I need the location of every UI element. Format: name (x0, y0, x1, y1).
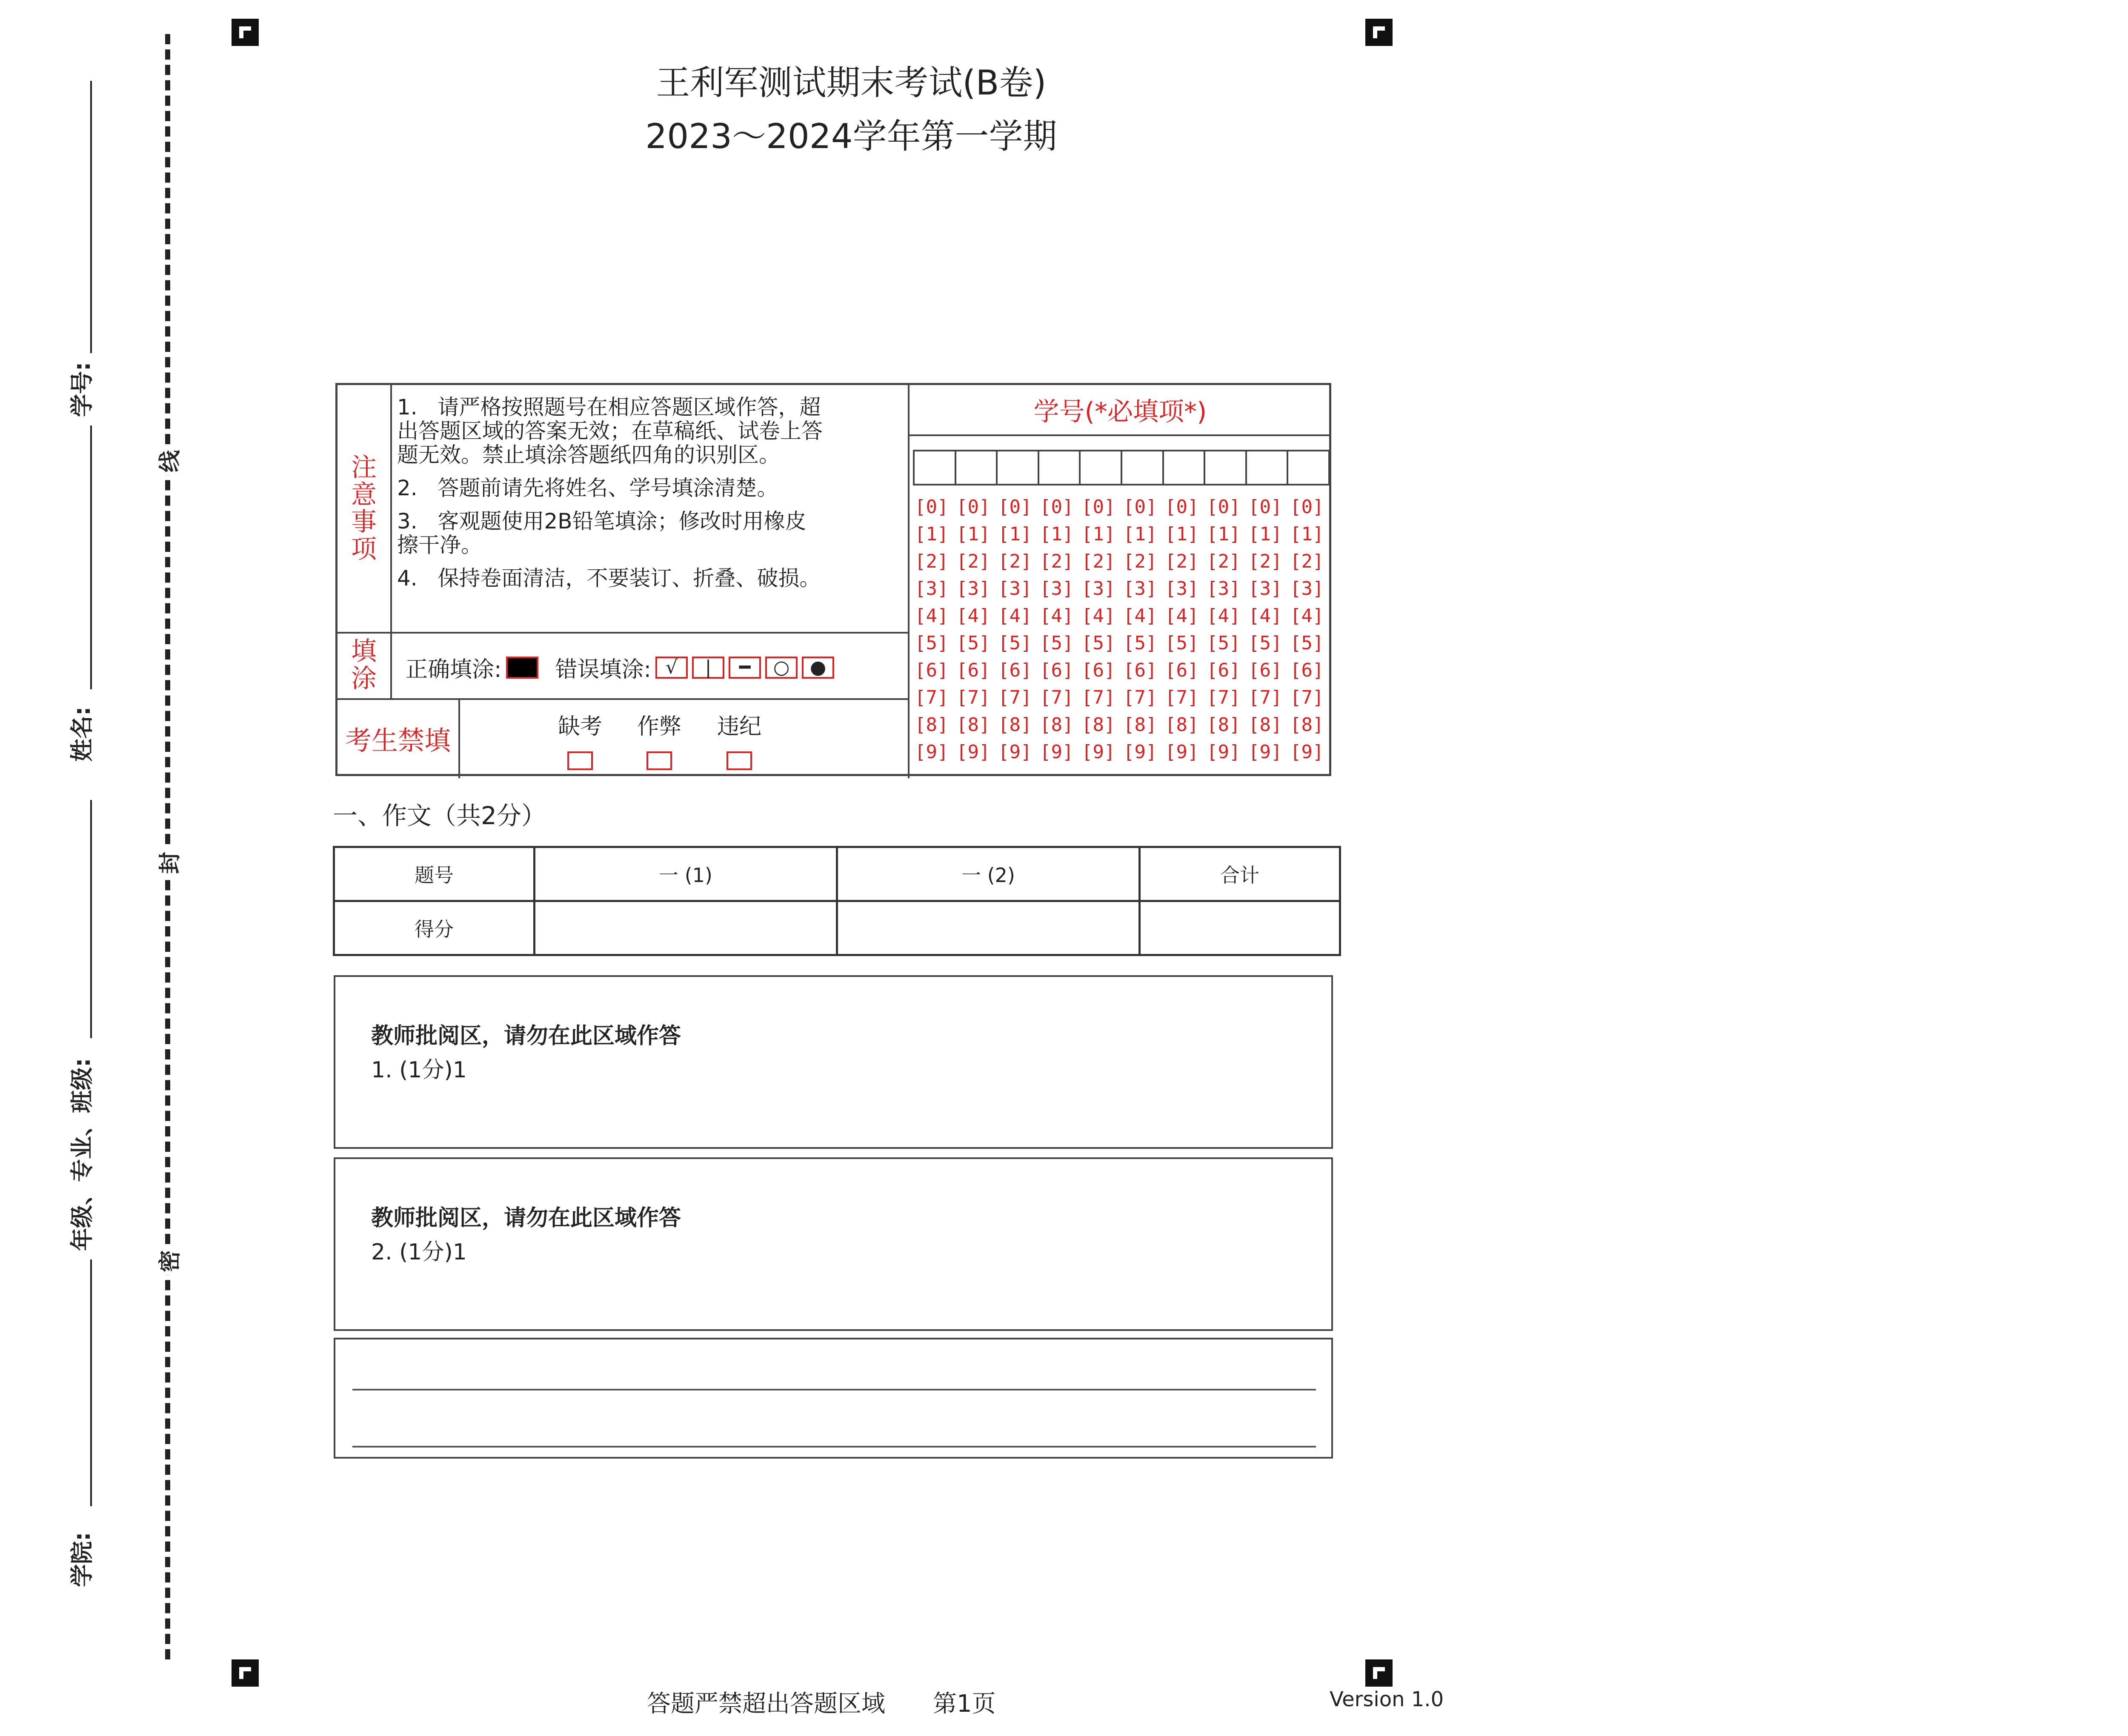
name-field-line[interactable] (90, 425, 92, 689)
student-id-digit-cell[interactable] (1287, 450, 1330, 485)
student-id-bubble[interactable]: [4] (1165, 605, 1199, 627)
student-id-bubble[interactable]: [1] (1207, 523, 1241, 545)
notice-heading-char: 意 (351, 480, 377, 510)
student-id-bubble[interactable]: [4] (1123, 605, 1157, 627)
student-id-bubble[interactable]: [2] (1248, 550, 1282, 572)
fill-guide-body (406, 651, 834, 683)
student-id-bubble[interactable]: [8] (1081, 714, 1115, 736)
student-id-bubble[interactable]: [0] (998, 496, 1032, 518)
score-table-header: 一 (2) (837, 847, 1140, 901)
student-id-bubble[interactable]: [2] (1081, 550, 1115, 572)
wrong-fill-circle-sample: ○ (765, 657, 798, 679)
score-table-row (334, 901, 1340, 955)
student-id-bubble[interactable]: [0] (1040, 496, 1074, 518)
student-id-bubble[interactable]: [4] (1081, 605, 1115, 627)
marking-box-heading: 教师批阅区，请勿在此区域作答 (371, 1023, 681, 1049)
student-id-bubble[interactable]: [1] (998, 523, 1032, 545)
score-cell[interactable] (837, 901, 1140, 955)
notice-item: 2. 答题前请先将姓名、学号填涂清楚。 (397, 476, 778, 500)
student-id-bubble[interactable]: [6] (1081, 659, 1115, 681)
student-id-bubble[interactable]: [7] (1081, 686, 1115, 708)
marking-box-1[interactable] (334, 975, 1333, 1149)
name-field-label: 姓名: (69, 706, 95, 762)
college-field-line[interactable] (90, 1259, 92, 1506)
divider (908, 385, 910, 778)
student-id-bubble[interactable]: [5] (1290, 632, 1324, 654)
student-id-bubble[interactable]: [7] (1248, 686, 1282, 708)
student-id-bubble[interactable]: [3] (1040, 577, 1074, 600)
bubble-row (915, 548, 1332, 575)
student-id-bubble[interactable]: [6] (1248, 659, 1282, 681)
student-id-bubble[interactable]: [7] (1165, 686, 1199, 708)
seal-char-xian: 线 (154, 448, 181, 475)
student-id-bubble[interactable]: [7] (1123, 686, 1157, 708)
exam-title: 王利军测试期末考试(B卷) (656, 63, 1047, 103)
banned-option-checkbox[interactable] (646, 751, 672, 770)
wrong-fill-check-sample: √ (655, 657, 688, 679)
score-table-header: 合计 (1140, 847, 1340, 901)
student-id-bubble[interactable]: [1] (1290, 523, 1324, 545)
student-id-bubble[interactable]: [3] (998, 577, 1032, 600)
notice-heading (338, 385, 392, 632)
student-id-bubble[interactable]: [1] (1165, 523, 1199, 545)
student-id-bubble[interactable]: [1] (1081, 523, 1115, 545)
seal-char-feng: 封 (154, 849, 181, 877)
student-id-bubble[interactable]: [3] (1123, 577, 1157, 600)
student-id-field-line[interactable] (90, 81, 92, 353)
score-table-header-row (334, 847, 1340, 901)
student-id-bubble[interactable]: [4] (956, 605, 990, 627)
student-id-bubble[interactable]: [0] (915, 496, 949, 518)
divider (338, 632, 908, 634)
student-id-bubble[interactable]: [8] (998, 714, 1032, 736)
fill-heading-char: 填 (351, 637, 377, 666)
student-id-bubble[interactable]: [3] (1290, 577, 1324, 600)
student-id-bubble[interactable]: [2] (998, 550, 1032, 572)
student-id-bubble[interactable]: [6] (1165, 659, 1199, 681)
student-id-bubble[interactable]: [5] (1165, 632, 1199, 654)
footer-page-number: 第1页 (933, 1690, 996, 1718)
student-id-digit-cell[interactable] (1079, 450, 1122, 485)
student-id-bubble[interactable]: [1] (1040, 523, 1074, 545)
student-id-bubble[interactable]: [4] (915, 605, 949, 627)
seal-char-mi: 密 (154, 1248, 181, 1275)
student-id-bubble[interactable]: [1] (915, 523, 949, 545)
wrong-fill-bar-sample: | (692, 657, 724, 679)
marking-box-question: 2. (1分)1 (371, 1239, 467, 1265)
bubble-row (915, 520, 1332, 548)
student-id-bubble[interactable]: [9] (1207, 741, 1241, 763)
student-id-bubble[interactable]: [8] (915, 714, 949, 736)
student-id-bubble[interactable]: [1] (956, 523, 990, 545)
banned-option-cheating[interactable] (634, 708, 685, 770)
student-id-bubble[interactable]: [6] (956, 659, 990, 681)
student-id-bubble[interactable]: [0] (1123, 496, 1157, 518)
student-id-bubble[interactable]: [7] (1207, 686, 1241, 708)
footer-notice: 答题严禁超出答题区域 (647, 1690, 885, 1718)
corner-marker-top-center (1365, 19, 1393, 46)
bubble-row (915, 602, 1332, 629)
marking-box-2[interactable] (334, 1157, 1333, 1331)
student-id-bubble[interactable]: [7] (998, 686, 1032, 708)
notice-item: 4. 保持卷面清洁，不要装订、折叠、破损。 (397, 566, 821, 591)
banned-option-label: 违纪 (717, 714, 761, 740)
answer-writing-area[interactable] (334, 1338, 1333, 1459)
student-id-bubble[interactable]: [1] (1123, 523, 1157, 545)
student-id-bubble[interactable]: [6] (1207, 659, 1241, 681)
corner-marker-top-left (232, 19, 259, 46)
student-id-bubble[interactable]: [9] (1081, 741, 1115, 763)
student-id-bubble[interactable]: [5] (915, 632, 949, 654)
bubble-row (915, 738, 1332, 765)
corner-marker-bottom-left (232, 1659, 259, 1687)
student-id-bubble[interactable]: [9] (1290, 741, 1324, 763)
notice-item: 1. 请严格按照题号在相应答题区域作答，超出答题区域的答案无效；在草稿纸、试卷上答题无效。禁止填涂答题纸四角的识别区。 (397, 395, 823, 467)
student-id-bubble[interactable]: [2] (1290, 550, 1324, 572)
banned-option-violation[interactable] (714, 708, 765, 770)
student-id-bubble[interactable]: [3] (915, 577, 949, 600)
banned-option-absent[interactable] (555, 708, 606, 770)
student-id-bubble[interactable]: [2] (1207, 550, 1241, 572)
student-id-bubble[interactable]: [5] (1207, 632, 1241, 654)
student-id-bubble[interactable]: [6] (1123, 659, 1157, 681)
student-id-bubble[interactable]: [2] (956, 550, 990, 572)
bubble-row (915, 493, 1332, 520)
correct-fill-label: 正确填涂: (406, 657, 502, 682)
student-id-bubble[interactable]: [3] (956, 577, 990, 600)
student-id-bubble[interactable]: [2] (1165, 550, 1199, 572)
notice-heading-char: 注 (351, 453, 377, 483)
student-id-bubble[interactable]: [9] (1165, 741, 1199, 763)
banned-option-label: 缺考 (558, 714, 602, 740)
bubble-row (915, 711, 1332, 738)
student-id-digit-cell[interactable] (955, 450, 998, 485)
banned-option-label: 作弊 (637, 714, 681, 740)
student-id-bubble[interactable]: [0] (1165, 496, 1199, 518)
student-id-bubble[interactable]: [0] (956, 496, 990, 518)
answer-sheet-header-panel (335, 383, 1331, 776)
answer-rule-line (352, 1389, 1316, 1391)
student-id-bubble[interactable]: [1] (1248, 523, 1282, 545)
score-table-header: 题号 (334, 847, 535, 901)
student-id-bubble[interactable]: [7] (915, 686, 949, 708)
student-id-bubble[interactable]: [8] (1290, 714, 1324, 736)
student-id-bubble[interactable]: [9] (956, 741, 990, 763)
student-id-digit-cell[interactable] (1038, 450, 1081, 485)
score-cell[interactable] (535, 901, 837, 955)
student-id-title: 学号(*必填项*) (910, 385, 1331, 436)
wrong-fill-dot-sample: ● (802, 657, 834, 679)
score-table (333, 846, 1341, 956)
student-id-bubble[interactable]: [6] (1290, 659, 1324, 681)
student-id-bubble[interactable]: [4] (1207, 605, 1241, 627)
banned-fill-label: 考生禁填 (338, 698, 460, 778)
student-id-bubble[interactable]: [9] (1040, 741, 1074, 763)
student-id-bubble[interactable]: [4] (998, 605, 1032, 627)
bubble-row (915, 684, 1332, 711)
student-id-digit-cells (913, 450, 1328, 485)
student-id-bubble[interactable]: [0] (1290, 496, 1324, 518)
student-id-bubble[interactable]: [5] (1081, 632, 1115, 654)
bubble-row (915, 629, 1332, 657)
student-id-bubble[interactable]: [2] (1040, 550, 1074, 572)
student-id-bubble[interactable]: [5] (1123, 632, 1157, 654)
student-id-bubble[interactable]: [8] (1123, 714, 1157, 736)
student-id-bubble[interactable]: [3] (1248, 577, 1282, 600)
marking-box-question: 1. (1分)1 (371, 1057, 467, 1083)
student-id-bubble[interactable]: [4] (1290, 605, 1324, 627)
student-id-bubble[interactable]: [6] (998, 659, 1032, 681)
class-field-label: 年级、专业、班级: (69, 1058, 95, 1251)
answer-rule-line (352, 1446, 1316, 1448)
notice-heading-char: 项 (351, 534, 377, 564)
student-id-digit-cell[interactable] (1245, 450, 1289, 485)
bubble-row (915, 657, 1332, 684)
class-field-line[interactable] (90, 800, 92, 1038)
bubble-row (915, 575, 1332, 602)
section-title: 一、作文（共2分） (333, 801, 546, 830)
binding-dashed-line (165, 34, 170, 1659)
student-id-bubble[interactable]: [8] (956, 714, 990, 736)
student-id-digit-cell[interactable] (996, 450, 1039, 485)
student-id-field-label: 学号: (69, 362, 95, 417)
student-id-bubble[interactable]: [7] (1290, 686, 1324, 708)
student-id-bubble[interactable]: [0] (1248, 496, 1282, 518)
student-id-bubble[interactable]: [2] (1123, 550, 1157, 572)
student-id-bubble[interactable]: [3] (1081, 577, 1115, 600)
student-id-bubble[interactable]: [2] (915, 550, 949, 572)
student-id-bubble[interactable]: [9] (1123, 741, 1157, 763)
banned-option-checkbox[interactable] (726, 751, 752, 770)
student-id-digit-cell[interactable] (1204, 450, 1247, 485)
footer-version: Version 1.0 (1330, 1687, 1444, 1711)
student-id-bubble[interactable]: [4] (1248, 605, 1282, 627)
notice-list (397, 395, 823, 600)
student-id-bubble[interactable]: [0] (1081, 496, 1115, 518)
college-field-label: 学院: (69, 1532, 95, 1587)
student-id-bubble[interactable]: [5] (956, 632, 990, 654)
score-total-cell[interactable] (1140, 901, 1340, 955)
student-id-bubble[interactable]: [7] (956, 686, 990, 708)
student-id-bubble[interactable]: [6] (1040, 659, 1074, 681)
student-id-bubble[interactable]: [8] (1165, 714, 1199, 736)
student-id-bubble[interactable]: [6] (915, 659, 949, 681)
student-id-digit-cell[interactable] (913, 450, 956, 485)
marking-box-heading: 教师批阅区，请勿在此区域作答 (371, 1205, 681, 1231)
student-id-bubble[interactable]: [7] (1040, 686, 1074, 708)
student-id-bubble[interactable]: [5] (998, 632, 1032, 654)
student-id-bubble[interactable]: [5] (1040, 632, 1074, 654)
banned-option-checkbox[interactable] (567, 751, 593, 770)
fill-guide-heading (338, 632, 392, 698)
student-id-digit-cell[interactable] (1162, 450, 1206, 485)
student-id-bubble[interactable]: [8] (1248, 714, 1282, 736)
score-row-label: 得分 (334, 901, 535, 955)
score-table-header: 一 (1) (535, 847, 837, 901)
exam-term: 2023～2024学年第一学期 (645, 117, 1057, 156)
notice-item: 3. 客观题使用2B铅笔填涂；修改时用橡皮擦干净。 (397, 509, 807, 557)
fill-heading-char: 涂 (351, 664, 377, 694)
student-id-bubble[interactable]: [9] (998, 741, 1032, 763)
student-id-bubble[interactable]: [3] (1165, 577, 1199, 600)
student-id-bubble[interactable]: [4] (1040, 605, 1074, 627)
student-id-bubble[interactable]: [9] (1248, 741, 1282, 763)
student-id-bubble[interactable]: [8] (1207, 714, 1241, 736)
student-id-bubble[interactable]: [9] (915, 741, 949, 763)
student-id-bubble-grid (915, 493, 1332, 765)
student-id-bubble[interactable]: [0] (1207, 496, 1241, 518)
student-id-digit-cell[interactable] (1121, 450, 1164, 485)
wrong-fill-dash-sample: ━ (729, 657, 761, 679)
wrong-fill-label: 错误填涂: (555, 657, 652, 682)
student-id-bubble[interactable]: [5] (1248, 632, 1282, 654)
correct-fill-sample (506, 657, 538, 679)
corner-marker-bottom-center (1365, 1659, 1393, 1687)
student-id-bubble[interactable]: [8] (1040, 714, 1074, 736)
notice-heading-char: 事 (351, 507, 377, 537)
student-id-bubble[interactable]: [3] (1207, 577, 1241, 600)
